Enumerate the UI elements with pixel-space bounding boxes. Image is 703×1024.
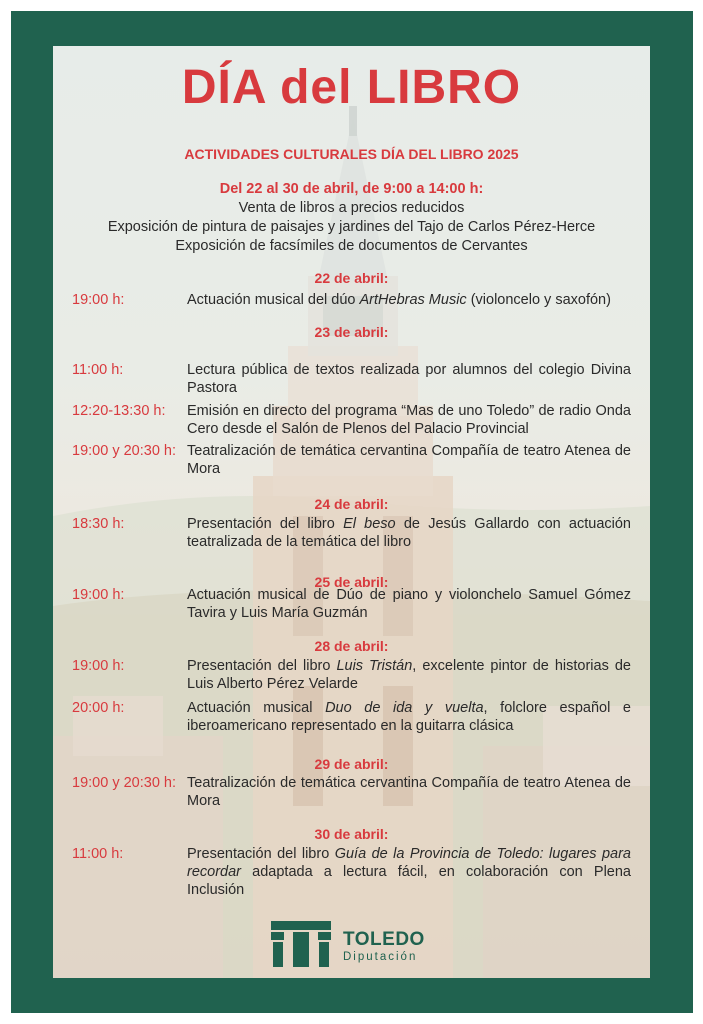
event-time: 19:00 y 20:30 h: [72, 775, 176, 791]
day-heading: 28 de abril: [314, 638, 389, 654]
event-title-italic: Duo de ida y vuelta [325, 700, 484, 716]
intro-dates: Del 22 al 30 de abril, de 9:00 a 14:00 h: [219, 181, 484, 197]
poster-title: DÍA del LIBRO [181, 61, 522, 114]
day-heading: 22 de abril: [314, 270, 389, 286]
logo-name: TOLEDO [343, 929, 425, 950]
event-description [187, 699, 631, 735]
event-description [187, 774, 631, 810]
day-heading: 25 de abril: [314, 574, 389, 590]
event-description [187, 515, 631, 551]
event-description [187, 442, 631, 478]
event-time: 12:20-13:30 h: [72, 403, 166, 419]
event-time: 11:00 h: [72, 846, 124, 862]
event-description [187, 586, 631, 622]
event-time: 19:00 h: [72, 658, 125, 674]
event-description [187, 361, 631, 397]
event-text: Emisión en directo del programa “Mas de uno Toledo” de radio Onda Cero desde el Salón de Plenos del Palacio Provincial [187, 403, 631, 437]
event-text: Teatralización de temática cervantina Compañía de teatro Atenea de Mora [187, 775, 631, 809]
event-time: 19:00 h: [72, 587, 125, 603]
event-text: (violoncelo y saxofón) [466, 292, 611, 308]
toledo-logo-icon [271, 921, 331, 967]
event-text: Presentación del libro [187, 658, 337, 674]
event-title-italic: El beso [343, 516, 396, 532]
intro-block [53, 180, 650, 256]
event-text: , excelente pintor de historias de Luis Alberto Pérez Velarde [187, 658, 631, 692]
day-heading: 24 de abril: [314, 496, 389, 512]
event-description [187, 402, 631, 438]
event-description [187, 657, 631, 693]
event-text: Presentación del libro [187, 846, 335, 862]
event-time: 19:00 y 20:30 h: [72, 443, 176, 459]
logo-subtitle: Diputación [343, 951, 418, 963]
event-text: de Jesús Gallardo con actuación teatralizada de la temática del libro [187, 516, 631, 550]
poster [53, 46, 650, 978]
event-text: adaptada a lectura fácil, en colaboración con Plena Inclusión [187, 864, 631, 898]
day-heading: 29 de abril: [314, 756, 389, 772]
event-text: Actuación musical del dúo [187, 292, 360, 308]
event-text: Teatralización de temática cervantina Compañía de teatro Atenea de Mora [187, 443, 631, 477]
event-time: 20:00 h: [72, 700, 125, 716]
day-heading: 30 de abril: [314, 826, 389, 842]
event-text: Actuación musical de Dúo de piano y violonchelo Samuel Gómez Tavira y Luis María Guzmán [187, 587, 631, 621]
event-text: Lectura pública de textos realizada por alumnos del colegio Divina Pastora [187, 362, 631, 396]
diputacion-toledo-logo [271, 919, 431, 967]
event-title-italic: Luis Tristán [336, 658, 413, 674]
event-time: 19:00 h: [72, 292, 125, 308]
event-text: Actuación musical [187, 700, 326, 716]
event-text: Presentación del libro [187, 516, 344, 532]
day-heading: 23 de abril: [314, 324, 389, 340]
poster-subtitle: ACTIVIDADES CULTURALES DÍA DEL LIBRO 2025 [184, 146, 519, 162]
intro-line: Exposición de facsímiles de documentos de Cervantes [175, 238, 528, 254]
event-description [187, 845, 631, 899]
event-title-italic: ArtHebras Music [359, 292, 467, 308]
event-time: 18:30 h: [72, 516, 125, 532]
intro-line: Exposición de pintura de paisajes y jardines del Tajo de Carlos Pérez-Herce [107, 219, 596, 235]
event-description [187, 291, 631, 309]
event-time: 11:00 h: [72, 362, 124, 378]
intro-line: Venta de libros a precios reducidos [238, 200, 465, 216]
event-text: , folclore español e iberoamericano representado en la guitarra clásica [187, 700, 631, 734]
event-title-italic: Guía de la Provincia de Toledo: lugares para recordar [187, 846, 631, 880]
